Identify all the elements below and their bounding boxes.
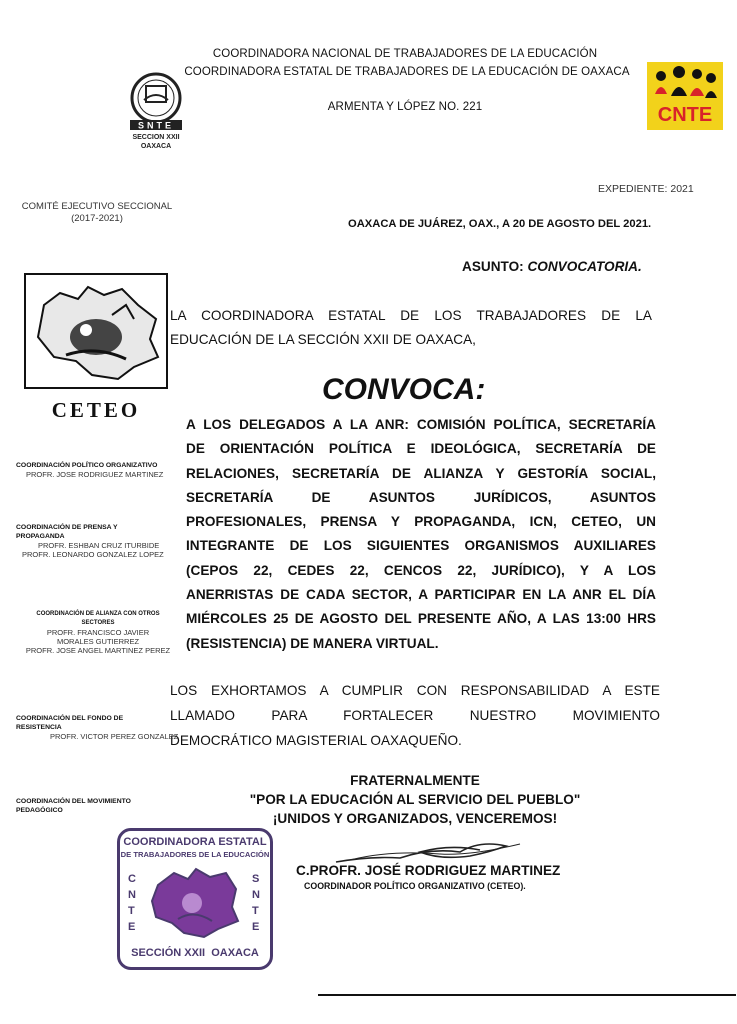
stamp-emblem [148,863,242,941]
cnte-logo [647,62,723,130]
convocation-body [186,413,656,656]
sidebar-title: COORDINACIÓN DE ALIANZA CON OTROS SECTORES [36,611,160,626]
header-line-1: COORDINADORA NACIONAL DE TRABAJADORES DE LA EDUCACIÓN [212,48,598,60]
exhort-paragraph [170,678,660,753]
closing-fraternalmente: FRATERNALMENTE [350,773,480,788]
signatory-role: COORDINADOR POLÍTICO ORGANIZATIVO (CETEO). [304,881,526,891]
document-date: OAXACA DE JUÁREZ, OAX., A 20 DE AGOSTO DEL 2021. [348,218,652,230]
sidebar-group-politico [16,460,186,479]
sidebar-name: PROFR. ESHBAN CRUZ ITURBIDE [38,541,160,550]
header-address: ARMENTA Y LÓPEZ NO. 221 [327,101,483,113]
body-line: (CEPOS 22, CEDES 22, CENCOS 22, JURÍDICO), Y A LOS [186,562,656,578]
body-line: (RESISTENCIA) DE MANERA VIRTUAL. [186,635,439,651]
sidebar-group-prensa [16,523,186,559]
exhort-line: LLAMADO PARA FORTALECER NUESTRO MOVIMIENTO [170,708,660,723]
svg-text:OAXACA: OAXACA [140,143,172,150]
signatory-name: C.PROFR. JOSÉ RODRIGUEZ MARTINEZ [296,863,561,878]
header-line-2: COORDINADORA ESTATAL DE TRABAJADORES DE LA EDUCACIÓN DE OAXACA [184,66,630,78]
sidebar-name: PROFR. FRANCISCO JAVIER MORALES GUTIERREZ [46,628,150,646]
stamp-top-line-2: DE TRABAJADORES DE LA EDUCACIÓN [120,850,270,859]
committee-label [12,201,182,225]
closing-motto: "POR LA EDUCACIÓN AL SERVICIO DEL PUEBLO" [249,792,581,807]
sidebar-title: COORDINACIÓN DEL FONDO DE RESISTENCIA [16,715,124,731]
svg-text:SECCION XXII: SECCION XXII [132,134,180,141]
cnte-logo-text: CNTE [657,104,713,126]
sidebar-title: COORDINACIÓN DEL MOVIMIENTO PEDAGÓGICO [16,798,131,814]
stamp-top-line-1: COORDINADORA ESTATAL [123,836,267,848]
sidebar-name: PROFR. VICTOR PEREZ GONZALEZ [50,732,179,741]
subject-label: ASUNTO: [462,259,524,274]
convoca-heading: CONVOCA: [322,373,486,406]
closing-slogan: ¡UNIDOS Y ORGANIZADOS, VENCEREMOS! [272,811,558,826]
stamp-bottom: SECCIÓN XXII OAXACA [131,947,259,959]
sidebar-group-alianza [18,610,178,655]
body-line: DE ORIENTACIÓN POLÍTICA E IDEOLÓGICA, SECRETARÍA DE [186,441,656,457]
body-line: SECRETARÍA DE ASUNTOS JURÍDICOS, ASUNTOS [186,489,656,505]
sidebar-group-pedagogico [16,797,166,815]
subject [462,259,642,274]
sidebar-name: PROFR. LEONARDO GONZALEZ LOPEZ [22,550,164,559]
svg-text:SNTE: SNTE [137,120,175,131]
stamp-left-vertical: CNTE [128,873,136,933]
exhort-line: DEMOCRÁTICO MAGISTERIAL OAXAQUEÑO. [170,733,462,748]
exhort-line: LOS EXHORTAMOS A CUMPLIR CON RESPONSABILIDAD A ESTE [170,683,660,698]
sidebar-name: PROFR. JOSE ANGEL MARTINEZ PEREZ [25,646,171,655]
intro-paragraph [170,304,652,352]
sidebar-name: PROFR. JOSE RODRIGUEZ MARTINEZ [26,470,164,479]
ceteo-logo [24,273,168,389]
body-line: A LOS DELEGADOS A LA ANR: COMISIÓN POLÍTICA, SECRETARÍA [186,417,656,432]
stamp-right-vertical: SNTE [252,873,260,933]
intro-line: EDUCACIÓN DE LA SECCIÓN XXII DE OAXACA, [170,332,476,347]
subject-value: CONVOCATORIA. [527,259,642,274]
intro-line: LA COORDINADORA ESTATAL DE LOS TRABAJADORES DE LA [170,308,652,323]
expediente: EXPEDIENTE: 2021 [598,183,694,195]
sidebar-title: COORDINACIÓN DE PRENSA Y PROPAGANDA [16,524,118,540]
sidebar-title: COORDINACIÓN POLÍTICO ORGANIZATIVO [16,462,158,469]
closing-block [200,771,630,828]
body-line: MIÉRCOLES 25 DE AGOSTO DEL PRESENTE AÑO, A LAS 13:00 HRS [186,611,656,627]
committee-title: COMITÉ EJECUTIVO SECCIONAL [21,201,173,212]
official-stamp [117,828,273,970]
body-line: PROFESIONALES, PRENSA Y PROPAGANDA, ICN, CETEO, UN [186,514,656,530]
snte-logo [118,70,194,152]
committee-period: (2017-2021) [71,213,123,224]
body-line: ANERRISTAS DE CADA SECTOR, A PARTICIPAR EN LA ANR EL DÍA [186,587,656,603]
body-line: INTEGRANTE DE LOS SIGUIENTES ORGANISMOS AUXILIARES [186,538,656,554]
body-line: RELACIONES, SECRETARÍA DE ALIANZA Y GESTORÍA SOCIAL, [186,465,656,481]
sidebar-group-fondo [16,714,196,741]
ceteo-label: CETEO [51,398,141,422]
bottom-rule [318,994,736,996]
